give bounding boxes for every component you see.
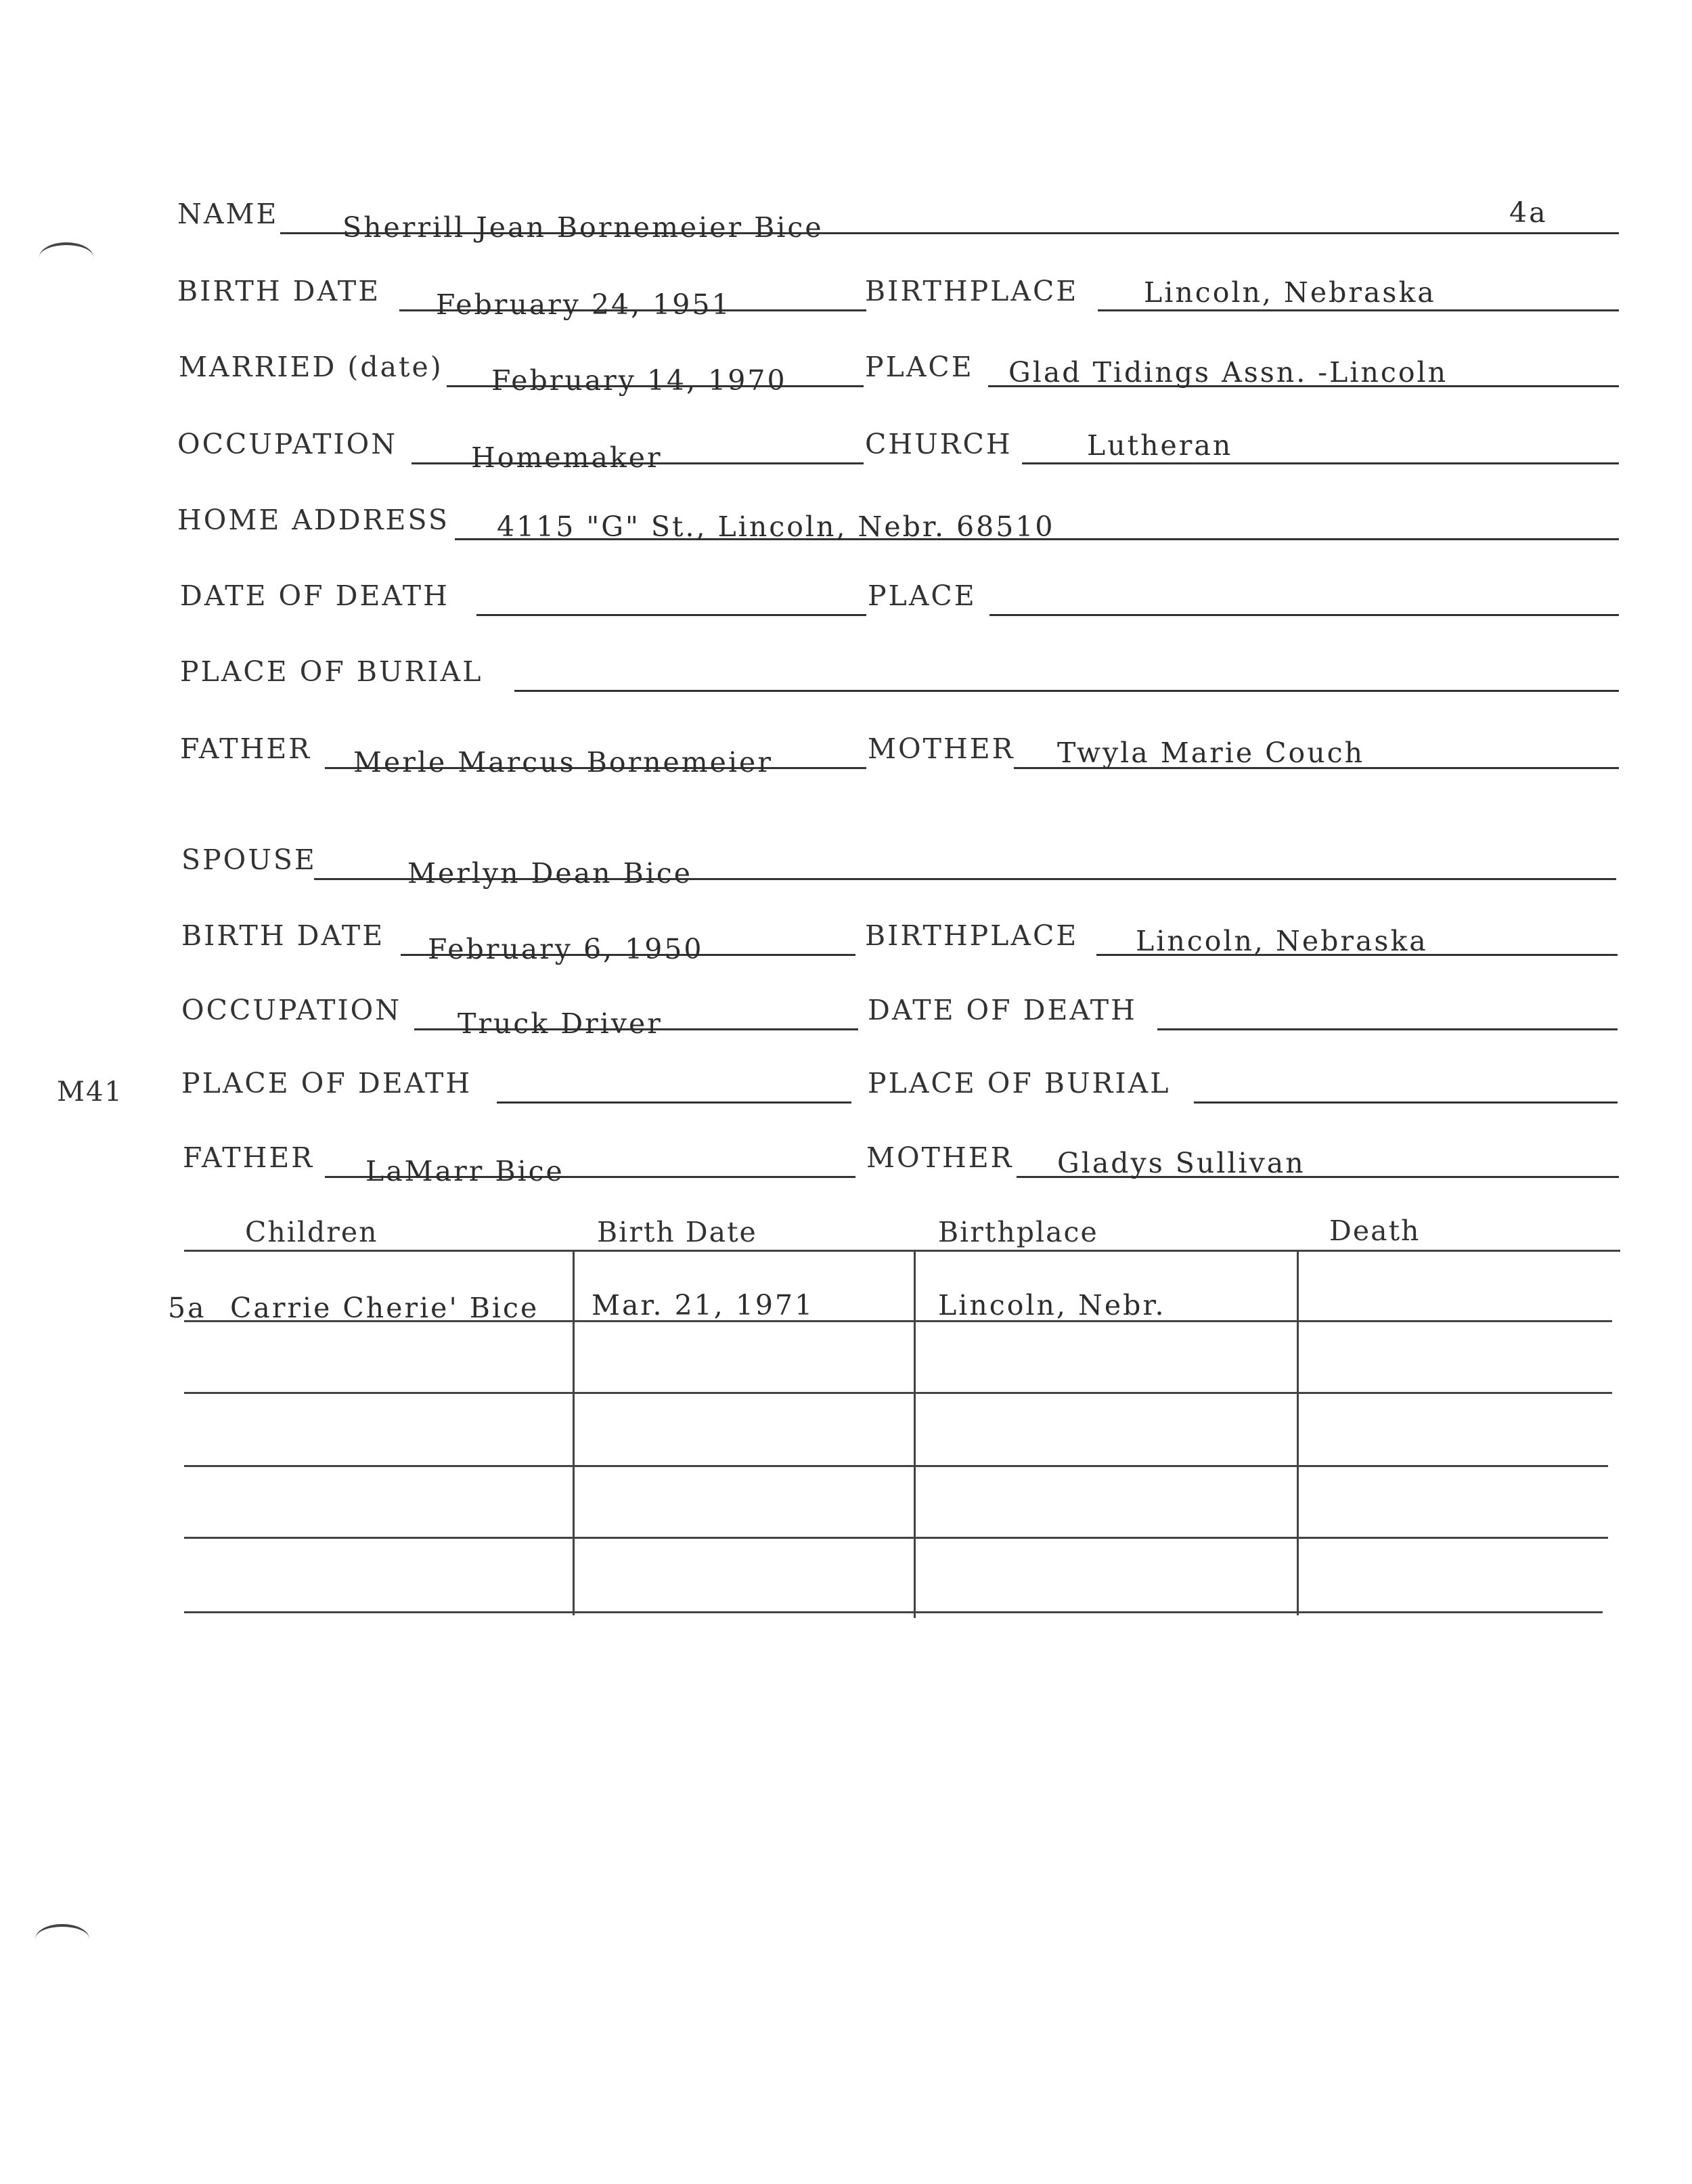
- page-number: 4a: [1509, 196, 1548, 229]
- married-place-value: Glad Tidings Assn. -Lincoln: [1008, 356, 1448, 389]
- occupation-label: OCCUPATION: [177, 428, 398, 460]
- parents-row: [180, 726, 1619, 779]
- church-value: Lutheran: [1087, 429, 1233, 462]
- death-row: [180, 573, 1619, 616]
- place-of-burial-label: PLACE OF BURIAL: [180, 655, 483, 688]
- death-place-line: [989, 614, 1619, 616]
- spouse-label: SPOUSE: [181, 844, 317, 876]
- spouse-mother-value: Gladys Sullivan: [1057, 1147, 1306, 1179]
- table-col-divider: [1297, 1250, 1299, 1615]
- spouse-father-label: FATHER: [183, 1141, 315, 1174]
- place-of-burial-line: [514, 690, 1619, 692]
- married-value: February 14, 1970: [491, 364, 787, 397]
- home-address-value: 4115 "G" St., Lincoln, Nebr. 68510: [497, 510, 1055, 543]
- spouse-occupation-value: Truck Driver: [458, 1007, 663, 1040]
- table-row-rule: [184, 1392, 1612, 1394]
- child-birthplace: Lincoln, Nebr.: [938, 1289, 1166, 1322]
- name-row: [177, 191, 1619, 244]
- church-label: CHURCH: [865, 428, 1012, 460]
- burial-row: [180, 649, 1619, 692]
- date-of-death-label: DATE OF DEATH: [180, 580, 449, 612]
- col-header-children: Children: [245, 1216, 378, 1248]
- date-of-death-line: [476, 614, 866, 616]
- spouse-birth-date-label: BIRTH DATE: [181, 919, 385, 952]
- table-col-divider: [914, 1250, 916, 1618]
- table-row-rule: [184, 1465, 1608, 1467]
- table-col-divider: [573, 1250, 575, 1615]
- col-header-birth-date: Birth Date: [597, 1216, 757, 1248]
- child-birth-date: Mar. 21, 1971: [592, 1289, 815, 1322]
- mother-label: MOTHER: [868, 733, 1015, 765]
- col-header-birthplace: Birthplace: [938, 1216, 1098, 1248]
- spouse-birth-date-value: February 6, 1950: [428, 933, 704, 965]
- father-label: FATHER: [180, 733, 312, 765]
- home-address-row: [177, 497, 1619, 543]
- spouse-occupation-label: OCCUPATION: [181, 994, 402, 1026]
- married-label: MARRIED (date): [179, 351, 443, 383]
- spouse-death-place-row: [181, 1060, 1619, 1104]
- birthplace-value: Lincoln, Nebraska: [1144, 276, 1436, 309]
- spouse-place-of-death-label: PLACE OF DEATH: [181, 1067, 472, 1099]
- birth-date-label: BIRTH DATE: [177, 275, 381, 307]
- spouse-father-value: LaMarr Bice: [365, 1155, 564, 1187]
- spouse-occupation-row: [181, 987, 1619, 1040]
- married-place-label: PLACE: [865, 351, 974, 383]
- spouse-mother-label: MOTHER: [866, 1141, 1014, 1174]
- occupation-value: Homemaker: [471, 441, 663, 474]
- mother-value: Twyla Marie Couch: [1057, 737, 1364, 769]
- table-bottom-rule: [184, 1611, 1603, 1613]
- spouse-parents-row: [183, 1135, 1619, 1187]
- table-header-rule: [184, 1250, 1620, 1252]
- birthplace-line: [1098, 309, 1619, 311]
- birth-row: [177, 268, 1619, 321]
- name-label: NAME: [177, 198, 279, 230]
- spouse-birthplace-value: Lincoln, Nebraska: [1136, 925, 1428, 957]
- name-value: Sherrill Jean Bornemeier Bice: [342, 211, 824, 244]
- binder-hole-bottom: [35, 1924, 89, 1954]
- spouse-date-of-death-line: [1157, 1028, 1618, 1030]
- spouse-place-of-death-line: [497, 1101, 851, 1104]
- spouse-date-of-death-label: DATE OF DEATH: [868, 994, 1137, 1026]
- child-name: Carrie Cherie' Bice: [230, 1292, 539, 1324]
- birthplace-label: BIRTHPLACE: [865, 275, 1079, 307]
- spouse-value: Merlyn Dean Bice: [407, 857, 693, 890]
- child-ref: 5a: [168, 1292, 206, 1324]
- married-row: [179, 344, 1619, 397]
- spouse-place-of-burial-label: PLACE OF BURIAL: [868, 1067, 1171, 1099]
- table-row-rule: [184, 1537, 1608, 1539]
- father-value: Merle Marcus Bornemeier: [353, 746, 773, 779]
- col-header-death: Death: [1329, 1215, 1421, 1247]
- home-address-label: HOME ADDRESS: [177, 504, 449, 536]
- spouse-birth-row: [181, 913, 1619, 965]
- occupation-row: [177, 421, 1619, 474]
- spouse-place-of-burial-line: [1194, 1101, 1618, 1104]
- birth-date-value: February 24, 1951: [436, 288, 732, 321]
- margin-note: M41: [57, 1076, 123, 1108]
- binder-hole-top: [39, 242, 93, 272]
- church-line: [1022, 462, 1619, 464]
- spouse-row: [181, 837, 1616, 890]
- spouse-birthplace-label: BIRTHPLACE: [865, 919, 1079, 952]
- death-place-label: PLACE: [868, 580, 977, 612]
